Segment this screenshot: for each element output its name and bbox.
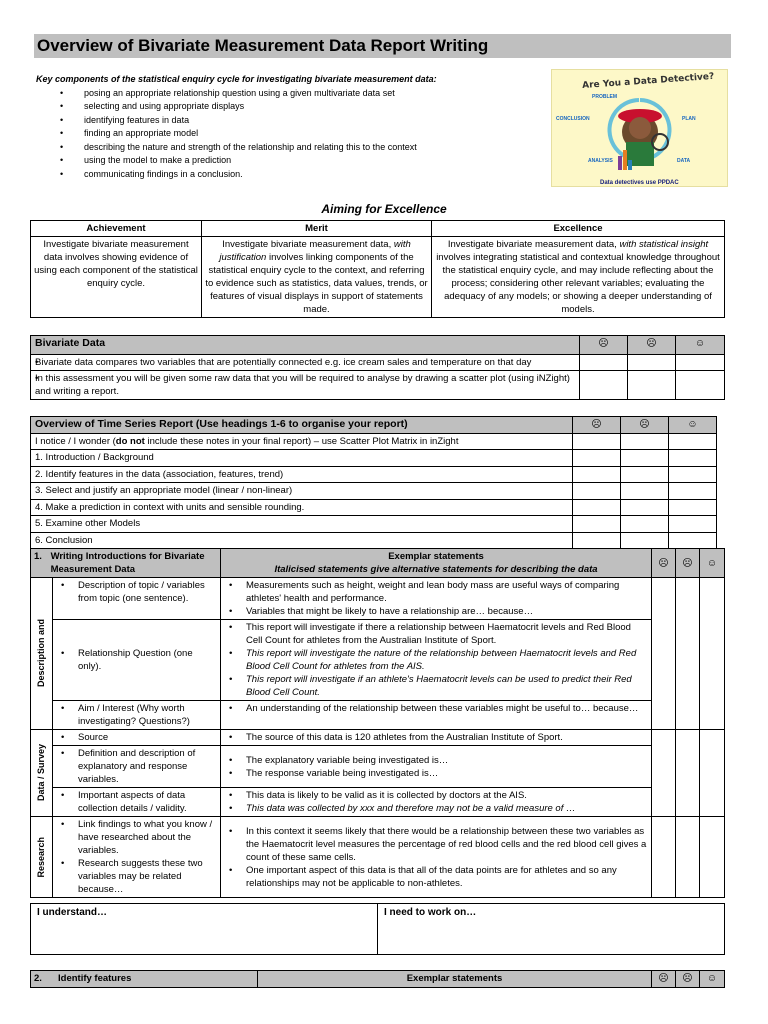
notice-row: I notice / I wonder (do not include these notes in your final report) – use Scatter Plot Matrix in inZight (31, 433, 573, 450)
poster-label: PLAN (682, 116, 696, 122)
exemplar-cell: • The explanatory variable being investigated is… • The response variable being investigated is… (221, 746, 652, 788)
timeseries-heading: Overview of Time Series Report (Use headings 1-6 to organise your report) (31, 417, 573, 434)
rating-cell[interactable] (676, 730, 700, 817)
i-understand-box[interactable]: I understand… (31, 904, 378, 955)
intro-item: • using the model to make a prediction (84, 154, 536, 168)
sad-face-icon: ☹ (652, 549, 676, 578)
intro-item: • posing an appropriate relationship question using a given multivariate data set (84, 87, 536, 101)
neutral-face-icon: ☹ (676, 971, 700, 988)
excellence-text: Investigate bivariate measurement data, with statistical insight involves integrating statistical and contextual knowledge throughout the statistical enquiry cycle, and may include reflecting about the process; considering other relevant variables; evaluating the adequacy of any models; or showing a deeper understanding of models. (432, 237, 725, 318)
rating-cell[interactable] (621, 516, 669, 533)
guide-cell: • Link findings to what you know / have researched about the variables. • Research suggests these two variables may be related because… (53, 817, 221, 898)
rating-cell[interactable] (669, 483, 717, 500)
neutral-face-icon: ☹ (676, 549, 700, 578)
guide-cell: • Relationship Question (one only). (53, 620, 221, 701)
rating-cell[interactable] (669, 516, 717, 533)
rating-cell[interactable] (621, 433, 669, 450)
neutral-face-icon: ☹ (621, 417, 669, 434)
report-heading-row: 2. Identify features in the data (association, features, trend) (31, 466, 573, 483)
rating-cell[interactable] (621, 499, 669, 516)
aiming-heading: Aiming for Excellence (321, 202, 447, 216)
report-heading-row: 5. Examine other Models (31, 516, 573, 533)
guide-cell: • Description of topic / variables from topic (one sentence). (53, 578, 221, 620)
reflection-table (30, 903, 725, 955)
intro-item: • communicating findings in a conclusion. (84, 168, 536, 182)
intro-item: • identifying features in data (84, 114, 536, 128)
rating-cell[interactable] (700, 817, 725, 898)
rating-cell[interactable] (573, 433, 621, 450)
intro-item: • finding an appropriate model (84, 127, 536, 141)
section-label: Description and (31, 578, 53, 730)
rating-cell[interactable] (669, 532, 717, 549)
intro-section (36, 73, 536, 181)
rating-cell[interactable] (573, 499, 621, 516)
happy-face-icon: ☺ (676, 336, 725, 355)
achievement-text: Investigate bivariate measurement data involves showing evidence of using each component of the statistical enquiry cycle. (31, 237, 202, 318)
rating-cell[interactable] (573, 516, 621, 533)
exemplar-cell: • The source of this data is 120 athletes from the Australian Institute of Sport. (221, 730, 652, 746)
intro-item: • describing the nature and strength of the relationship and relating this to the context (84, 141, 536, 155)
rating-cell[interactable] (676, 817, 700, 898)
rating-cell[interactable] (621, 450, 669, 467)
writing-intro-table (30, 548, 725, 898)
rating-cell[interactable] (621, 532, 669, 549)
rating-cell[interactable] (676, 355, 725, 371)
poster-title: Are You a Data Detective? (581, 71, 715, 92)
page-title: Overview of Bivariate Measurement Data Report Writing (34, 34, 731, 58)
sad-face-icon: ☹ (573, 417, 621, 434)
report-heading-row: 4. Make a prediction in context with units and sensible rounding. (31, 499, 573, 516)
col-excellence: Excellence (432, 221, 725, 237)
writing-heading: 1. Writing Introductions for Bivariate Measurement Data (31, 549, 221, 578)
section-label: Data / Survey (31, 730, 53, 817)
bivariate-row: • Bivariate data compares two variables that are potentially connected e.g. ice cream sales and temperature on that day (31, 355, 580, 371)
rating-cell[interactable] (580, 355, 628, 371)
poster-label: CONCLUSION (556, 116, 590, 122)
merit-text: Investigate bivariate measurement data, with justification involves linking components of the statistical enquiry cycle to the context, and referring to evidence such as statistics, data values, trends, or features of visual displays in support of statements made. (202, 237, 432, 318)
poster-label: DATA (677, 158, 691, 164)
rating-cell[interactable] (652, 578, 676, 730)
rating-cell[interactable] (580, 371, 628, 400)
happy-face-icon: ☺ (669, 417, 717, 434)
intro-lead: Key components of the statistical enquiry cycle for investigating bivariate measurement data: (36, 74, 437, 84)
rating-cell[interactable] (700, 578, 725, 730)
col-merit: Merit (202, 221, 432, 237)
timeseries-table (30, 416, 717, 549)
need-to-work-on-box[interactable]: I need to work on… (378, 904, 725, 955)
intro-item: • selecting and using appropriate displays (84, 100, 536, 114)
section-label: Research (31, 817, 53, 898)
col-achievement: Achievement (31, 221, 202, 237)
data-detective-poster (551, 69, 728, 187)
guide-cell: • Source (53, 730, 221, 746)
happy-face-icon: ☺ (700, 549, 725, 578)
aiming-table (30, 220, 725, 318)
rating-cell[interactable] (621, 483, 669, 500)
report-heading-row: 1. Introduction / Background (31, 450, 573, 467)
exemplar-cell: • In this context it seems likely that there would be a relationship between these two variables as the Haematocrit level measures the percentage of red blood cells and the red blood cell gives a count of these same cells. • One important aspect of this data is that all of the data points are for athletes and so any relationships may not be applicable to non-athletes. (221, 817, 652, 898)
exemplar-cell: • This data is likely to be valid as it is collected by doctors at the AIS. • This data was collected by xxx and therefore may not be a valid measure of … (221, 788, 652, 817)
bivariate-row: • In this assessment you will be given some raw data that you will be required to analyse by drawing a scatter plot (using iNZight) and writing a report. (31, 371, 580, 400)
rating-cell[interactable] (669, 450, 717, 467)
guide-cell: • Important aspects of data collection details / validity. (53, 788, 221, 817)
exemplar-cell: • An understanding of the relationship between these variables might be useful to… because… (221, 701, 652, 730)
exemplar-heading: Exemplar statements (258, 971, 652, 988)
rating-cell[interactable] (621, 466, 669, 483)
bivariate-table (30, 335, 725, 400)
rating-cell[interactable] (573, 483, 621, 500)
rating-cell[interactable] (628, 355, 676, 371)
rating-cell[interactable] (652, 730, 676, 817)
bivariate-heading: Bivariate Data (31, 336, 580, 355)
identify-features-table (30, 970, 725, 988)
happy-face-icon: ☺ (700, 971, 725, 988)
rating-cell[interactable] (669, 499, 717, 516)
sad-face-icon: ☹ (580, 336, 628, 355)
rating-cell[interactable] (573, 532, 621, 549)
exemplar-heading: Exemplar statements Italicised statements give alternative statements for describing the data (221, 549, 652, 578)
report-heading-row: 3. Select and justify an appropriate model (linear / non-linear) (31, 483, 573, 500)
intro-list (84, 87, 536, 182)
rating-cell[interactable] (573, 450, 621, 467)
identify-heading: 2. Identify features (31, 971, 258, 988)
rating-cell[interactable] (676, 371, 725, 400)
neutral-face-icon: ☹ (628, 336, 676, 355)
exemplar-cell: • This report will investigate if there a relationship between Haematocrit levels and Red Blood Cell Count for athletes from the Australian Institute of Sport. • This report will investigate the nature of the relationship between Haematocrit levels and Red Blood Cell Count for athletes from the AIS. • This report will investigate if an athlete's Haematocrit levels can be used to predict their Red Blood Cell Count. (221, 620, 652, 701)
rating-cell[interactable] (669, 466, 717, 483)
rating-cell[interactable] (628, 371, 676, 400)
sad-face-icon: ☹ (652, 971, 676, 988)
report-heading-row: 6. Conclusion (31, 532, 573, 549)
guide-cell: • Aim / Interest (Why worth investigating? Questions?) (53, 701, 221, 730)
rating-cell[interactable] (669, 433, 717, 450)
poster-caption: Data detectives use PPDAC (600, 180, 679, 186)
rating-cell[interactable] (652, 817, 676, 898)
rating-cell[interactable] (676, 578, 700, 730)
guide-cell: • Definition and description of explanatory and response variables. (53, 746, 221, 788)
data-detective-illustration (552, 70, 728, 187)
poster-label: PROBLEM (592, 94, 617, 100)
exemplar-cell: • Measurements such as height, weight and lean body mass are useful ways of comparing athletes' health and performance. • Variables that might be likely to have a relationship are… because… (221, 578, 652, 620)
poster-label: ANALYSIS (588, 158, 613, 164)
rating-cell[interactable] (700, 730, 725, 817)
rating-cell[interactable] (573, 466, 621, 483)
